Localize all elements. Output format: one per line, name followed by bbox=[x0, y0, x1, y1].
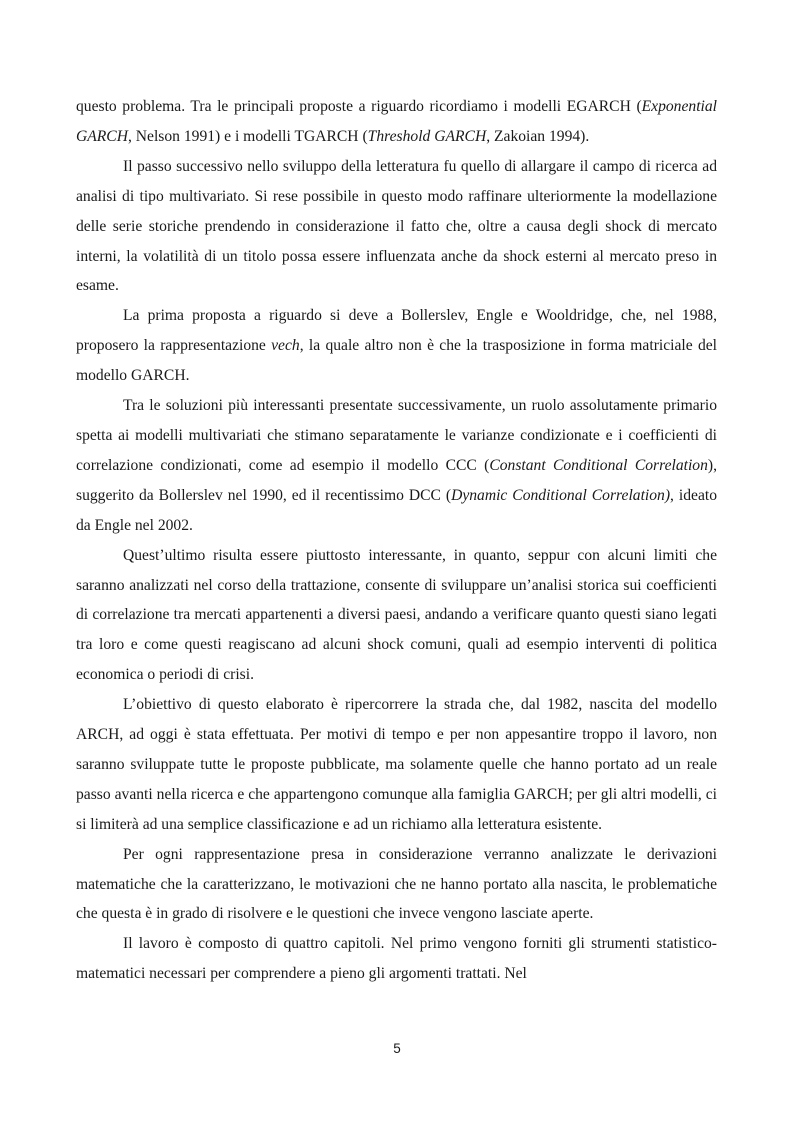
text-run: questo problema. Tra le principali proposte a riguardo ricordiamo i modelli EGARCH ( bbox=[76, 98, 642, 115]
text-run: , Nelson 1991) e i modelli TGARCH ( bbox=[127, 127, 368, 145]
text-run: Quest’ultimo risulta essere piuttosto interessante, in quanto, seppur con alcuni limiti che saranno analizzati nel corso della trattazione, consente di sviluppare un’analisi storica sui coefficienti di correlazione tra mercati appartenenti a diversi paesi, andando a verificare quanto questi siano legati tra loro e come questi reagiscano ad alcuni shock comuni, quali ad esempio interventi di politica economica o periodi di crisi. bbox=[76, 546, 717, 684]
text-run: La prima proposta a riguardo si deve a Bollerslev, Engle e Wooldridge, che, nel 1988, proposero la rappresentazione bbox=[76, 307, 717, 355]
text-run: Per ogni rappresentazione presa in considerazione verranno analizzate le derivazioni matematiche che la caratterizzano, le motivazioni che ne hanno portato alla nascita, le problematiche che questa è in grado di risolvere e le questioni che invece vengono lasciate aperte. bbox=[76, 845, 717, 923]
italic-term: Threshold GARCH bbox=[367, 127, 487, 145]
text-run: , ideato da Engle nel 2002. bbox=[76, 486, 718, 534]
text-run: Il passo successivo nello sviluppo della letteratura fu quello di allargare il campo di ricerca ad analisi di tipo multivariato. Si rese possibile in questo modo raffinare ulteriormente la modellazione delle serie storiche prendendo in considerazione il fatto che, oltre a causa degli shock di mercato interni, la volatilità di un titolo possa essere influenzata anche da shock esterni al mercato preso in esame. bbox=[76, 157, 717, 295]
text-run: Il lavoro è composto di quattro capitoli. Nel primo vengono forniti gli strumenti statistico-matematici necessari per comprendere a pieno gli argomenti trattati. Nel bbox=[76, 935, 717, 983]
paragraph bbox=[76, 92, 717, 152]
italic-term: Constant Conditional Correlation bbox=[489, 456, 708, 474]
page-number: 5 bbox=[393, 1041, 401, 1056]
italic-term: Dynamic Conditional Correlation) bbox=[451, 486, 671, 504]
text-run: L’obiettivo di questo elaborato è ripercorrere la strada che, dal 1982, nascita del modello ARCH, ad oggi è stata effettuata. Per motivi di tempo e per non appesantire troppo il lavoro, non saranno sviluppate tutte le proposte pubblicate, ma solamente quelle che hanno portato ad un reale passo avanti nella ricerca e che appartengono comunque alla famiglia GARCH; per gli altri modelli, ci si limiterà ad una semplice classificazione e ad un richiamo alla letteratura esistente. bbox=[76, 696, 717, 833]
paragraph bbox=[76, 690, 717, 840]
paragraph bbox=[76, 541, 717, 691]
document-body bbox=[76, 92, 717, 989]
italic-term: Exponential GARCH bbox=[76, 98, 717, 145]
text-run: ), suggerito da Bollerslev nel 1990, ed il recentissimo DCC ( bbox=[76, 456, 717, 504]
text-run: Tra le soluzioni più interessanti presentate successivamente, un ruolo assolutamente primario spetta ai modelli multivariati che stimano separatamente le varianze condizionate e i coefficienti di correlazione condizionati, come ad esempio il modello CCC ( bbox=[76, 397, 717, 474]
text-run: , Zakoian 1994). bbox=[486, 127, 590, 145]
paragraph bbox=[76, 929, 717, 989]
text-run: , la quale altro non è che la trasposizione in forma matriciale del modello GARCH. bbox=[76, 337, 717, 385]
paragraph bbox=[76, 391, 717, 541]
paragraph bbox=[76, 301, 717, 391]
paragraph bbox=[76, 840, 717, 930]
italic-term: vech bbox=[271, 337, 300, 355]
paragraph bbox=[76, 152, 717, 302]
